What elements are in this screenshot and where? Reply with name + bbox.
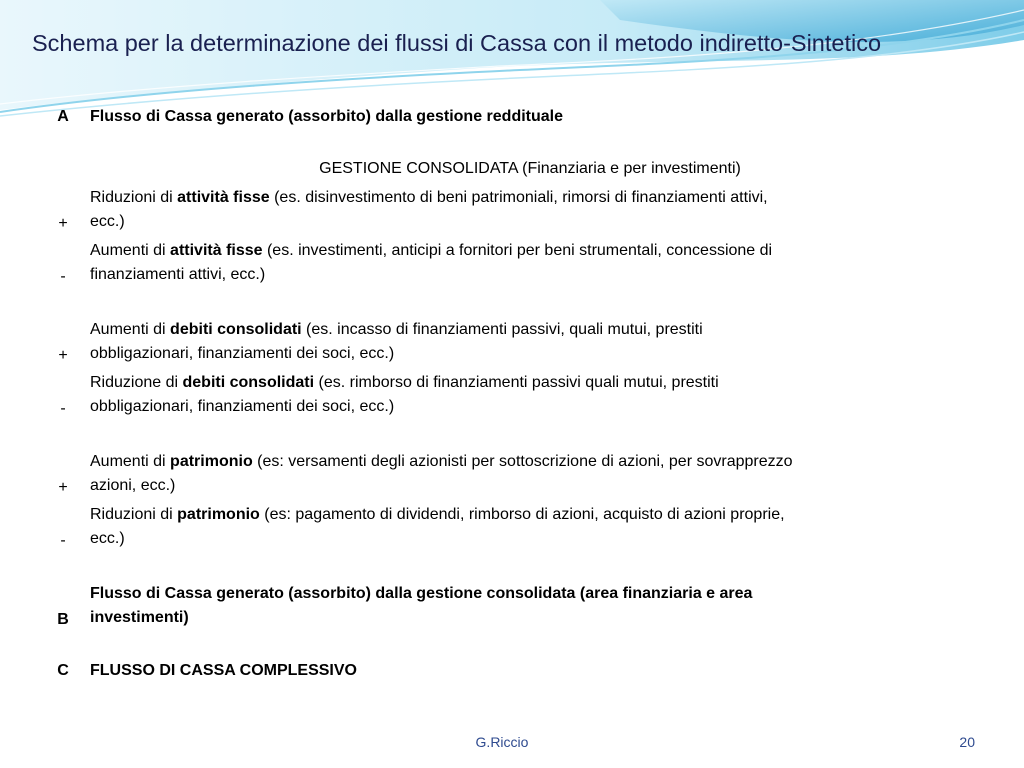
- slide: Schema per la determinazione dei flussi di Cassa con il metodo indiretto-Sintetico A Flusso di Cassa generato (assorbito) dalla gestione reddituale GESTIONE CONSOLIDATA (Finanziaria e per investimenti) + Riduzioni di attività fisse (es. disinvestimento di beni patrimoniali, rimorsi di finanziamenti attivi, ecc.) - Aumenti di attività fisse (es. investimenti, anticipi a fornitori per beni strumentali, concessione di finanziamenti attivi, ecc.) + Aumenti di debiti consolidati (es. incasso di finanziamenti passivi, quali mutui, prestiti obbligazionari, finanziamenti dei soci, ecc.) - Riduzione di debiti consolidati (es. rimborso di finanziamenti passivi quali mutui, prestiti obbligazionari, finanziamenti dei soci, ecc.) + Aumenti di patrimonio (es: versamenti degli azionisti per sottoscrizione di azioni, per sovrapprezzo azioni, ecc.) - Riduzioni di patrimonio (es: pagamento di dividendi, rimborso di azioni, acquisto di azioni proprie, ecc.) B Flusso di Cassa generato (assorbito) dalla gestione consolidata (area finanziaria e area investimenti) C FLUSSO DI CASSA COMPLESSIVO G.Riccio 20: [0, 0, 1024, 768]
- row-mark: -: [60, 532, 66, 549]
- row-mark: +: [58, 479, 68, 496]
- row-mark: +: [58, 215, 68, 232]
- section-heading-text: GESTIONE CONSOLIDATA (Finanziaria e per investimenti): [319, 160, 741, 177]
- footer-page-number: 20: [959, 734, 975, 750]
- header-wave-decoration: [0, 0, 1024, 120]
- row-mark: -: [60, 268, 66, 285]
- row-mark: +: [58, 347, 68, 364]
- row-mark: -: [60, 400, 66, 417]
- row-mark: B: [57, 611, 69, 628]
- row-mark: C: [57, 662, 69, 679]
- row-text: FLUSSO DI CASSA COMPLESSIVO: [90, 662, 357, 679]
- footer-author: G.Riccio: [475, 734, 529, 750]
- row-text: Flusso di Cassa generato (assorbito) dalla gestione reddituale: [90, 108, 563, 125]
- row-mark: A: [57, 108, 69, 125]
- slide-title: Schema per la determinazione dei flussi di Cassa con il metodo indiretto-Sintetico: [32, 30, 882, 56]
